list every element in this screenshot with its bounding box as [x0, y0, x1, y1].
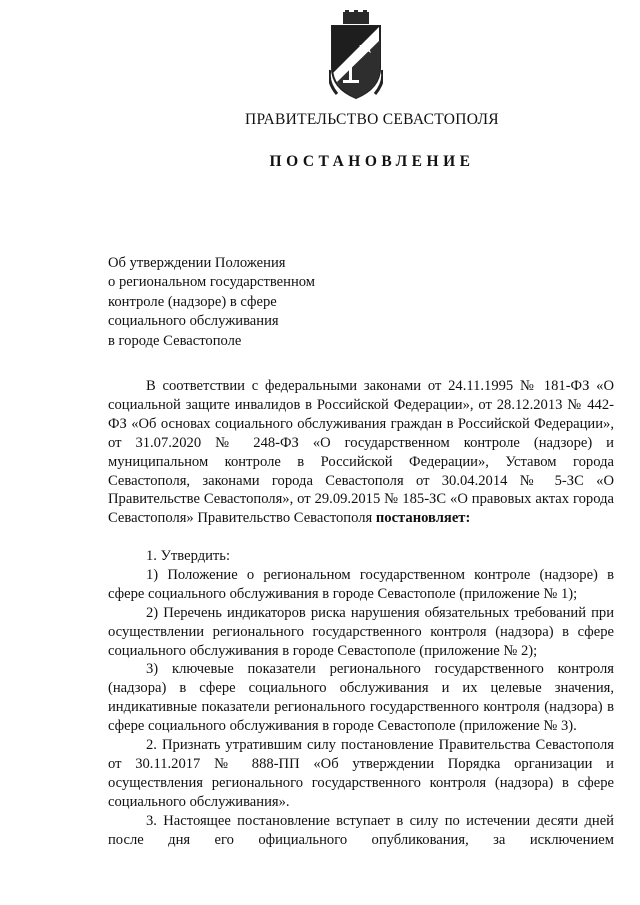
- list-item: 3) ключевые показатели регионального государственного контроля (надзора) в сфере социального обслуживания и их целевые значения, индикативные показатели регионального государственного контроля (надзора) в сфере социального обслуживания в городе Севастополе (приложение № 3).: [108, 661, 614, 735]
- subject-line: в городе Севастополе: [108, 332, 242, 349]
- decree-items: [108, 547, 614, 850]
- subject-line: социального обслуживания: [108, 313, 279, 330]
- decree-word: постановляет:: [375, 510, 471, 527]
- list-item: 1. Утвердить:: [146, 548, 231, 564]
- document-type: ПОСТАНОВЛЕНИЕ: [269, 153, 475, 170]
- list-item: 2) Перечень индикаторов риска нарушения обязательных требований при осуществлении регионального государственного контроля (надзора) в сфере социального обслуживания в городе Севастополе (приложение № 2);: [108, 604, 614, 659]
- list-item: 2. Признать утратившим силу постановление Правительства Севастополя от 30.11.2017 № 888-ПП «Об утверждении Порядка организации и осуществления регионального государственного контроля (надзора) в сфере социального обслуживания».: [108, 737, 614, 810]
- subject-line: Об утверждении Положения: [108, 255, 286, 271]
- government-name: ПРАВИТЕЛЬСТВО СЕВАСТОПОЛЯ: [245, 111, 499, 128]
- sevastopol-coat-of-arms-icon: [329, 10, 383, 100]
- subject-line: контроле (надзоре) в сфере: [108, 293, 277, 310]
- subject-block: [108, 254, 408, 351]
- subject-line: о региональном государственном: [108, 274, 316, 291]
- list-item: 1) Положение о региональном государственном контроле (надзоре) в сфере социального обслуживания в городе Севастополе (приложение № 1);: [108, 566, 614, 602]
- preamble-text: В соответствии с федеральными законами от 24.11.1995 № 181-ФЗ «О социальной защите инвалидов в Российской Федерации», от 28.12.2013 № 442-ФЗ «Об основах социального обслуживания граждан в Российской Федерации», от 31.07.2020 № 248-ФЗ «О государственном контроле (надзоре) и муниципальном контроле в Российской Федерации», Уставом города Севастополя, законами города Севастополя от 30.04.2014 № 5-ЗС «О Правительстве Севастополя», от 29.09.2015 № 185-ЗС «О правовых актах города Севастополя» Правительство Севастополя: [108, 378, 614, 527]
- preamble: [108, 377, 614, 528]
- list-item: 3. Настоящее постановление вступает в силу по истечении десяти дней после дня его официального опубликования, за исключением: [108, 812, 614, 848]
